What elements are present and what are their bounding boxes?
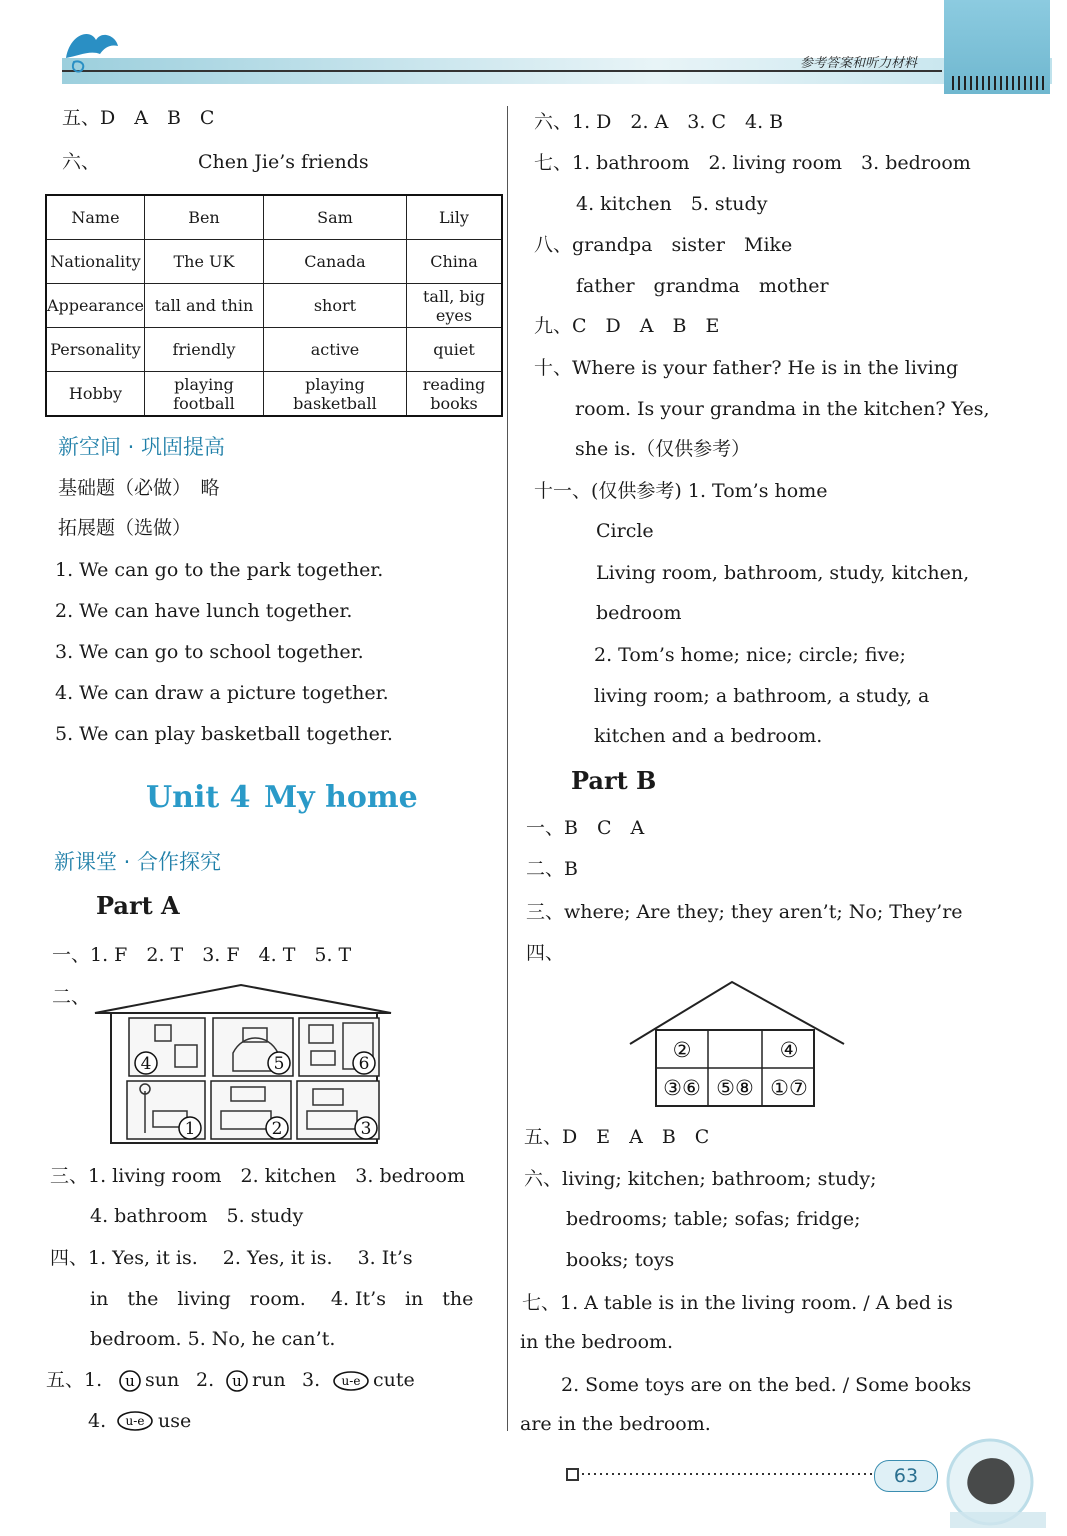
answer-line: 四、 [526, 942, 565, 964]
table-cell: active [263, 328, 406, 372]
answer-line: 3. [302, 1369, 321, 1391]
logo-bird-icon [60, 14, 122, 76]
answer-line: Living room, bathroom, study, kitchen, [596, 562, 970, 584]
ue-sound-symbol [116, 1410, 154, 1432]
table-cell: Canada [263, 240, 406, 284]
answer-line: father grandma mother [576, 275, 829, 297]
answer-line: 2. [196, 1369, 215, 1391]
answer-word: cute [373, 1369, 415, 1391]
table-row [46, 372, 502, 417]
house-room-number: 6 [358, 1054, 370, 1074]
table-cell: Name [46, 195, 144, 240]
answer-line: 六、 [62, 151, 101, 173]
table-cell: friendly [144, 328, 263, 372]
house-grid-drawing [628, 980, 848, 1110]
house-room-number: 1 [184, 1119, 196, 1139]
answer-line: living room; a bathroom, a study, a [594, 685, 930, 707]
table-cell: short [263, 284, 406, 328]
svg-text:u-e: u-e [341, 1374, 361, 1388]
answer-line: 四、1. Yes, it is. 2. Yes, it is. 3. It’s [50, 1247, 413, 1269]
footer-dotted-rule [582, 1473, 872, 1475]
answer-line: 三、1. living room 2. kitchen 3. bedroom [50, 1165, 466, 1187]
answer-line: 五、1. [46, 1369, 103, 1391]
section-heading: 新空间 · 巩固提高 [58, 435, 226, 459]
house-room-number: 4 [140, 1054, 152, 1074]
table-cell: quiet [406, 328, 502, 372]
answer-line: Circle [596, 520, 654, 542]
friends-table [45, 194, 503, 417]
answer-line: 六、1. D 2. A 3. C 4. B [534, 111, 784, 133]
answer-line: 4. kitchen 5. study [576, 193, 768, 215]
house-room-number: 3 [360, 1119, 372, 1139]
answer-line: in the living room. 4. It’s in the [90, 1288, 474, 1310]
header-title: 参考答案和听力材料 [800, 56, 918, 71]
answer-line: 七、1. bathroom 2. living room 3. bedroom [534, 152, 971, 174]
table-row [46, 195, 502, 240]
svg-text:u: u [125, 1372, 135, 1390]
answer-word: sun [145, 1369, 180, 1391]
house-room-number: 5 [273, 1054, 285, 1074]
grid-cell-number: ② [672, 1038, 692, 1062]
answer-line: 二、B [526, 858, 578, 880]
header-ticks [952, 76, 1048, 90]
svg-text:u-e: u-e [125, 1414, 145, 1428]
unit-title: My home [264, 780, 418, 815]
table-row [46, 240, 502, 284]
answer-line: 2. Tom’s home; nice; circle; five; [594, 644, 906, 666]
answer-line: 2. Some toys are on the bed. / Some books [561, 1374, 972, 1396]
answer-line: 拓展题（选做） [58, 517, 192, 539]
answer-line: kitchen and a bedroom. [594, 725, 823, 747]
ue-sound-symbol [332, 1370, 370, 1392]
table-cell: Nationality [46, 240, 144, 284]
column-divider [507, 106, 508, 1431]
answer-line: 4. bathroom 5. study [90, 1205, 304, 1227]
table-cell: tall, big eyes [406, 284, 502, 328]
answer-line: bedroom [596, 602, 682, 624]
grid-cell-number: ⑤⑧ [716, 1076, 754, 1100]
answer-line: she is.（仅供参考） [575, 438, 751, 460]
answer-line: 2. We can have lunch together. [55, 600, 353, 622]
page-number: 63 [874, 1460, 938, 1492]
table-cell: Ben [144, 195, 263, 240]
table-caption: Chen Jie’s friends [198, 151, 369, 173]
house-rooms-drawing [93, 983, 393, 1148]
answer-line: 十、Where is your father? He is in the living [534, 357, 959, 379]
answer-line: 1. We can go to the park together. [55, 559, 384, 581]
svg-text:u: u [232, 1372, 242, 1390]
section-heading: 新课堂 · 合作探究 [54, 850, 222, 874]
answer-line: are in the bedroom. [520, 1413, 711, 1435]
answer-line: 一、B C A [526, 817, 645, 839]
table-cell: playing football [144, 372, 263, 417]
u-sound-symbol [225, 1369, 249, 1393]
watermark-logo-icon [940, 1432, 1048, 1532]
grid-cell-number: ①⑦ [770, 1076, 808, 1100]
answer-line: in the bedroom. [520, 1331, 674, 1353]
table-row [46, 328, 502, 372]
grid-cell-number: ③⑥ [663, 1076, 701, 1100]
answer-line: 4. [88, 1410, 107, 1432]
table-row [46, 284, 502, 328]
table-cell: Appearance [46, 284, 144, 328]
answer-word: run [252, 1369, 286, 1391]
grid-cell-number: ④ [779, 1038, 799, 1062]
house-room-number: 2 [271, 1119, 283, 1139]
answer-line: 五、D A B C [62, 107, 215, 129]
answer-line: 二、 [52, 986, 91, 1008]
table-cell: tall and thin [144, 284, 263, 328]
table-cell: Lily [406, 195, 502, 240]
answer-line: room. Is your grandma in the kitchen? Yes, [575, 398, 990, 420]
answer-line: 七、1. A table is in the living room. / A bed is [522, 1292, 953, 1314]
unit-number: Unit 4 [146, 780, 251, 815]
answer-line: bedrooms; table; sofas; fridge; [566, 1208, 861, 1230]
answer-line: 一、1. F 2. T 3. F 4. T 5. T [52, 944, 352, 966]
answer-line: 4. We can draw a picture together. [55, 682, 389, 704]
answer-line: 基础题（必做） 略 [58, 477, 220, 499]
part-heading: Part B [571, 766, 657, 795]
answer-line: 5. We can play basketball together. [55, 723, 393, 745]
answer-line: bedroom. 5. No, he can’t. [90, 1328, 336, 1350]
answer-line: 十一、(仅供参考) 1. Tom’s home [534, 480, 828, 502]
answer-line: 五、D E A B C [524, 1126, 710, 1148]
table-cell: Hobby [46, 372, 144, 417]
answer-line: 3. We can go to school together. [55, 641, 364, 663]
part-heading: Part A [96, 891, 180, 920]
answer-line: books; toys [566, 1249, 675, 1271]
table-cell: The UK [144, 240, 263, 284]
table-cell: Personality [46, 328, 144, 372]
table-cell: Sam [263, 195, 406, 240]
u-sound-symbol [118, 1369, 142, 1393]
answer-line: 八、grandpa sister Mike [534, 234, 793, 256]
footer-square-icon [566, 1468, 579, 1481]
answer-line: 九、C D A B E [534, 315, 720, 337]
answer-line: 六、living; kitchen; bathroom; study; [524, 1168, 877, 1190]
answer-word: use [158, 1410, 192, 1432]
table-cell: reading books [406, 372, 502, 417]
table-cell: China [406, 240, 502, 284]
answer-line: 三、where; Are they; they aren’t; No; They’re [526, 901, 963, 923]
table-cell: playing basketball [263, 372, 406, 417]
